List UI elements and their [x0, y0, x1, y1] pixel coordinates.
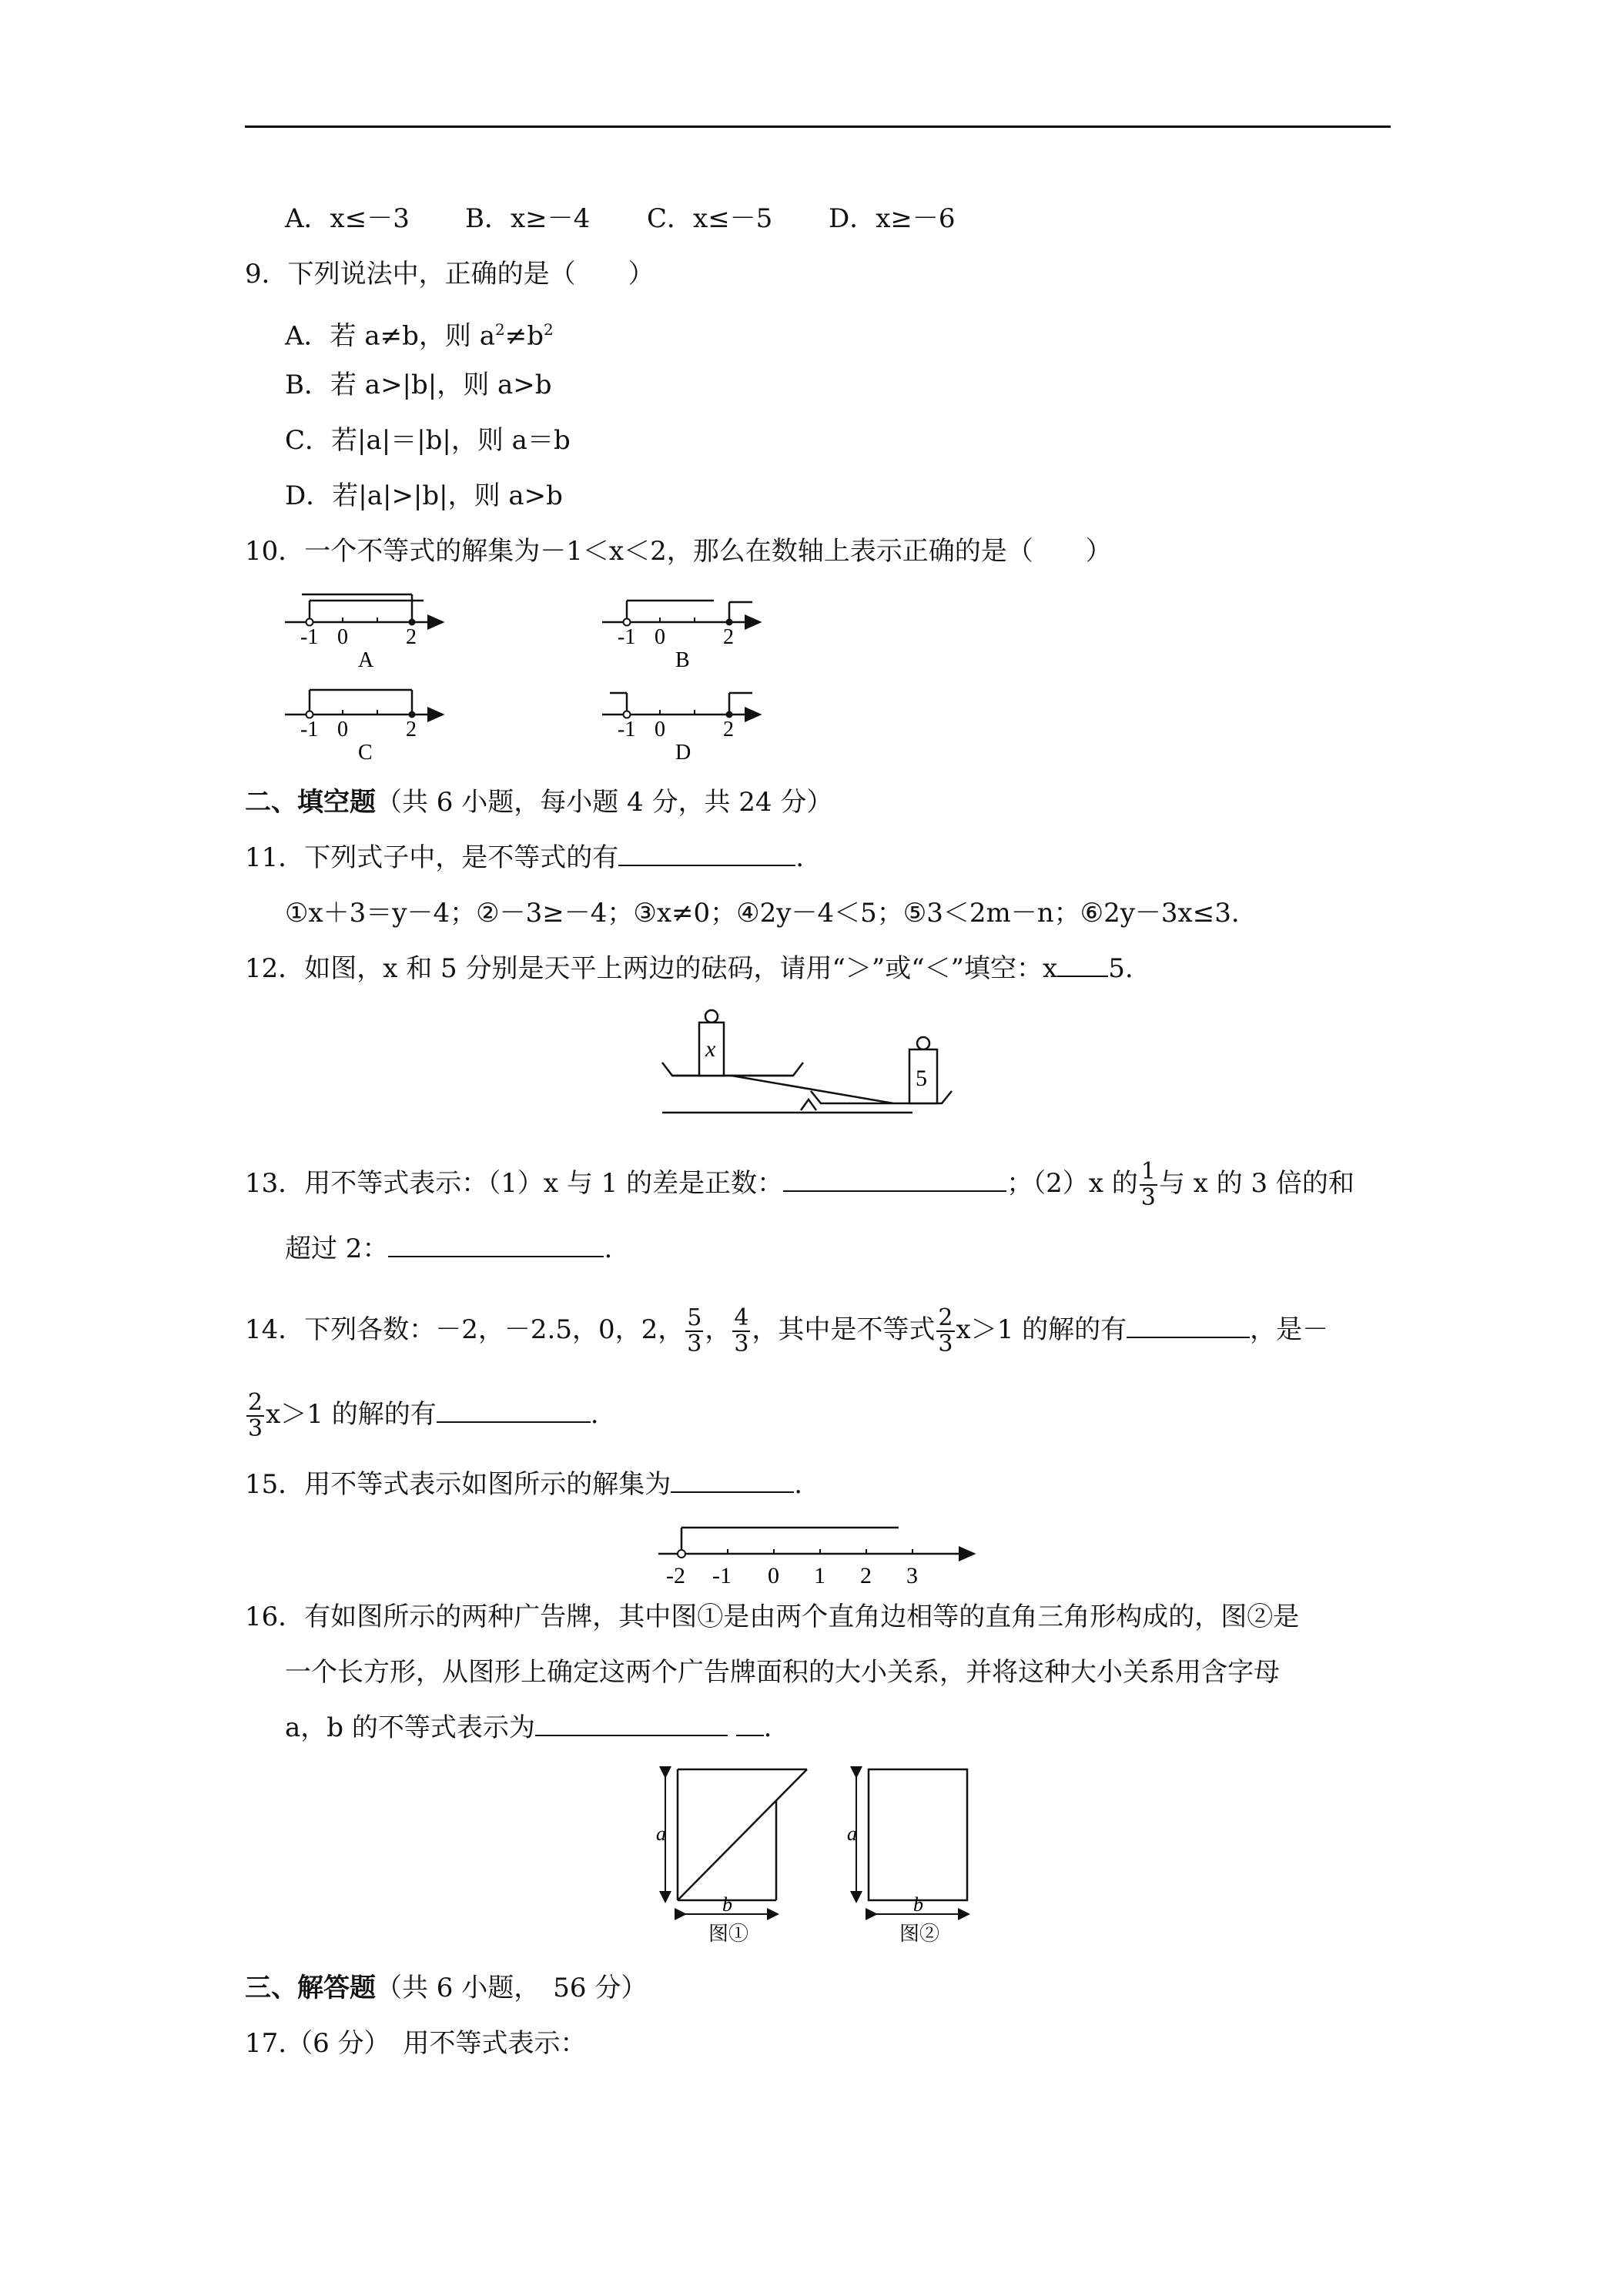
figure-2-caption: 图② — [899, 1923, 940, 1945]
q13-line-2: 超过 2： . — [285, 1233, 613, 1264]
q13-fraction: $\frac{1}{3}$ — [1140, 1158, 1156, 1211]
svg-text:a: a — [847, 1822, 857, 1845]
option-d-label: D — [675, 741, 691, 765]
q8-option-b: B．x≥－4 — [465, 203, 591, 234]
q14-answer-blank-1[interactable] — [1127, 1314, 1250, 1338]
q16-line-1: 16．有如图所示的两种广告牌，其中图①是由两个直角边相等的直角三角形构成的，图②是 — [245, 1602, 1300, 1632]
option-c-label: C — [358, 741, 373, 765]
q13-answer-blank-1[interactable] — [783, 1167, 1006, 1192]
number-line-c — [285, 690, 443, 765]
svg-text:-1: -1 — [618, 625, 636, 649]
q17-stem: 17.（6 分） 用不等式表示： — [245, 2028, 587, 2059]
svg-text:2: 2 — [406, 718, 417, 741]
q13-line-1: 13．用不等式表示：（1）x 与 1 的差是正数： ；（2）x 的 $\frac{1}{3}$ 与 x 的 3 倍的和 — [245, 1158, 1354, 1211]
q8-option-a: A．x≤－3 — [285, 203, 410, 234]
svg-text:-1: -1 — [712, 1563, 732, 1588]
q13-answer-blank-2[interactable] — [388, 1233, 604, 1257]
header-rule — [245, 126, 1391, 128]
svg-text:b: b — [913, 1893, 923, 1916]
svg-text:3: 3 — [906, 1563, 918, 1588]
q14-answer-blank-2[interactable] — [437, 1398, 591, 1423]
q9-stem: 9．下列说法中，正确的是（ ） — [245, 259, 655, 290]
q9-option-c: C．若|a|＝|b|，则 a＝b — [285, 425, 571, 456]
q11-answer-blank[interactable] — [618, 842, 795, 866]
option-b-label: B — [675, 648, 690, 672]
q14-line-1: 14．下列各数：－2，－2.5，0，2， $\frac{5}{3}$ ， $\frac{4}{3}$ ，其中是不等式 $\frac{2}{3}$ x＞1 的解的有 ，是－ — [245, 1304, 1329, 1357]
q16-figures — [655, 1763, 978, 1948]
figure-1 — [656, 1769, 807, 1945]
figure-1-caption: 图① — [708, 1923, 749, 1945]
svg-text:0: 0 — [655, 625, 665, 649]
svg-text:b: b — [722, 1893, 732, 1916]
q16-answer-blank[interactable] — [535, 1712, 728, 1736]
number-line-a — [285, 594, 443, 672]
q11-stem: 11．下列式子中，是不等式的有 . — [245, 842, 805, 873]
number-line-b — [602, 601, 760, 672]
q9-option-a: A．若 a≠b，则 $a^2\ne b^2$ — [285, 320, 554, 352]
svg-text:0: 0 — [655, 718, 665, 741]
svg-text:a: a — [656, 1822, 666, 1845]
svg-text:1: 1 — [814, 1563, 825, 1588]
svg-text:-1: -1 — [300, 625, 319, 649]
figure-2 — [847, 1769, 967, 1945]
q8-option-d: D．x≥－6 — [829, 203, 956, 234]
svg-text:2: 2 — [723, 625, 734, 649]
section-2-heading: 二、填空题（共 6 小题，每小题 4 分，共 24 分） — [245, 787, 833, 818]
svg-text:0: 0 — [337, 625, 348, 649]
weight-5-label: 5 — [916, 1066, 927, 1091]
q9-option-b: B．若 a>|b|，则 a>b — [285, 370, 552, 400]
q12-balance-figure — [658, 1001, 982, 1124]
q10-stem: 10．一个不等式的解集为－1＜x＜2，那么在数轴上表示正确的是（ ） — [245, 536, 1112, 567]
svg-text:2: 2 — [406, 625, 417, 649]
option-a-label: A — [358, 648, 374, 672]
number-line-d — [602, 693, 760, 765]
q12-stem: 12．如图，x 和 5 分别是天平上两边的砝码，请用“＞”或“＜”填空：x 5. — [245, 953, 1133, 984]
q10-number-lines-figure — [277, 585, 785, 770]
q14-line-2: $\frac{2}{3}$ x＞1 的解的有 . — [248, 1389, 599, 1442]
q12-answer-blank[interactable] — [1057, 952, 1108, 977]
q15-answer-blank[interactable] — [671, 1468, 794, 1493]
svg-text:-2: -2 — [666, 1563, 685, 1588]
q9-option-d: D．若|a|>|b|，则 a>b — [285, 480, 563, 511]
q11-items: ①x＋3＝y－4；②－3≥－4；③x≠0；④2y－4＜5；⑤3＜2m－n；⑥2y－3x≤3. — [285, 898, 1240, 929]
q8-option-c: C．x≤－5 — [647, 203, 773, 234]
q15-number-line-figure — [651, 1509, 989, 1594]
weight-x-label: x — [705, 1036, 716, 1062]
section-3-heading: 三、解答题（共 6 小题， 56 分） — [245, 1973, 648, 2003]
svg-text:0: 0 — [337, 718, 348, 741]
svg-text:-1: -1 — [618, 718, 636, 741]
svg-text:2: 2 — [723, 718, 734, 741]
svg-text:2: 2 — [860, 1563, 872, 1588]
svg-text:0: 0 — [768, 1563, 779, 1588]
q16-line-3: a，b 的不等式表示为 . — [285, 1712, 772, 1743]
svg-text:-1: -1 — [300, 718, 319, 741]
q15-stem: 15．用不等式表示如图所示的解集为 . — [245, 1469, 803, 1500]
q16-line-2: 一个长方形，从图形上确定这两个广告牌面积的大小关系，并将这种大小关系用含字母 — [285, 1657, 1280, 1688]
